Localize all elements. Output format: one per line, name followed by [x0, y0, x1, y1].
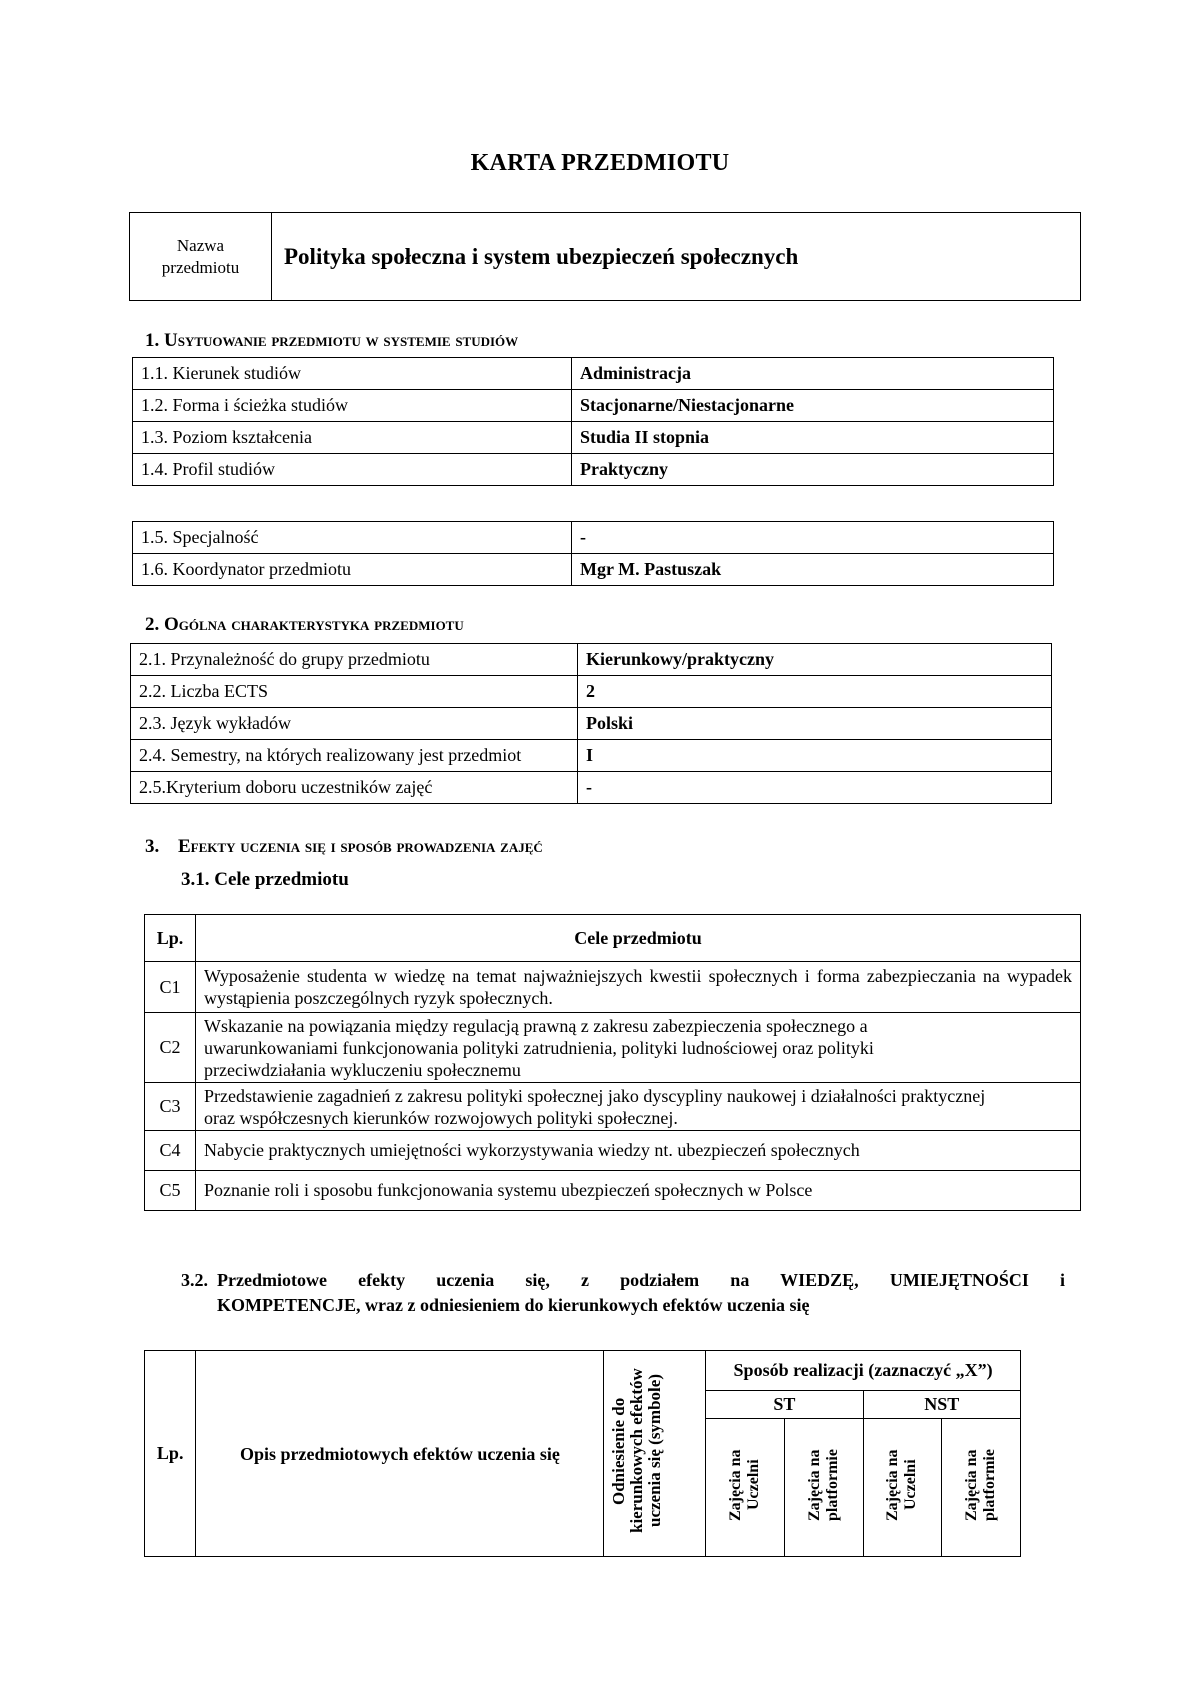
goals-header-title: Cele przedmiotu — [196, 915, 1081, 962]
effects-header-lp: Lp. — [145, 1351, 196, 1557]
section2-heading: 2. Ogólna charakterystyka przedmiotu — [145, 614, 464, 635]
page-title: KARTA PRZEDMIOTU — [470, 150, 730, 176]
table-row: C5 Poznanie roli i sposobu funkcjonowania systemu ubezpieczeń społecznych w Polsce — [145, 1171, 1081, 1211]
effects-header-st-uczelnia: Zajęcia na Uczelni — [727, 1449, 763, 1521]
effects-header-mode: Sposób realizacji (zaznaczyć „X”) — [706, 1351, 1021, 1391]
table-row: C2 Wskazanie na powiązania między regulacją prawną z zakresu zabezpieczenia społecznego a uwarunkowaniami funkcjonowania polityki zatrudnienia, polityki ludnościowej oraz polityki przeciwdziałania wykluczeniu społecznemu — [145, 1013, 1081, 1083]
section3-sub2-num: 3.2. — [181, 1270, 208, 1290]
table-row: 1.1. Kierunek studiów Administracja — [133, 358, 1054, 390]
section1-heading: 1. Usytuowanie przedmiotu w systemie studiów — [145, 330, 519, 351]
table-row: 2.3. Język wykładów Polski — [131, 708, 1052, 740]
table-row: 1.5. Specjalność - — [133, 522, 1054, 554]
table-row: C4 Nabycie praktycznych umiejętności wykorzystywania wiedzy nt. ubezpieczeń społecznych — [145, 1131, 1081, 1171]
table-row: 2.2. Liczba ECTS 2 — [131, 676, 1052, 708]
table-row: 2.4. Semestry, na których realizowany jest przedmiot I — [131, 740, 1052, 772]
subject-label: Nazwa przedmiotu — [130, 213, 272, 301]
effects-header-st-platforma: Zajęcia na platformie — [805, 1449, 841, 1521]
effects-header-st: ST — [706, 1390, 863, 1418]
effects-header-nst-uczelnia: Zajęcia na Uczelni — [884, 1449, 920, 1521]
table-row: 2.5.Kryterium doboru uczestników zajęć - — [131, 772, 1052, 804]
section3-sub2-line2: KOMPETENCJE, wraz z odniesieniem do kierunkowych efektów uczenia się — [217, 1295, 810, 1315]
goals-header-lp: Lp. — [145, 915, 196, 962]
section3-sub1: 3.1. Cele przedmiotu — [181, 869, 349, 890]
subject-table — [129, 212, 1081, 301]
section3-sub2-line1: Przedmiotowe efekty uczenia się, z podziałem na WIEDZĘ, UMIEJĘTNOŚCI i — [217, 1270, 1065, 1290]
section1-table-b — [132, 521, 1054, 586]
table-row: C3 Przedstawienie zagadnień z zakresu polityki społecznej jako dyscypliny naukowej i działalności praktycznej oraz współczesnych kierunków rozwojowych polityki społecznej. — [145, 1083, 1081, 1131]
section1-table-a — [132, 357, 1054, 486]
effects-header-nst-platforma: Zajęcia na platformie — [963, 1449, 999, 1521]
table-row: C1 Wyposażenie studenta w wiedzę na temat najważniejszych kwestii społecznych i forma zabezpieczania na wypadek wystąpienia poszczególnych ryzyk społecznych. — [145, 962, 1081, 1013]
table-row: 1.4. Profil studiów Praktyczny — [133, 454, 1054, 486]
goals-table — [144, 914, 1081, 1211]
section2-table — [130, 643, 1052, 804]
section3-heading: 3. Efekty uczenia się i sposób prowadzenia zajęć — [145, 836, 543, 857]
table-row: 1.3. Poziom kształcenia Studia II stopnia — [133, 422, 1054, 454]
effects-table — [144, 1350, 1021, 1557]
table-row: 2.1. Przynależność do grupy przedmiotu Kierunkowy/praktyczny — [131, 644, 1052, 676]
effects-header-nst: NST — [863, 1390, 1020, 1418]
effects-header-ref: Odniesienie do kierunkowych efektów uczenia się (symbole) — [608, 1368, 664, 1534]
subject-name: Polityka społeczna i system ubezpieczeń społecznych — [272, 213, 1081, 301]
effects-header-desc: Opis przedmiotowych efektów uczenia się — [196, 1351, 604, 1557]
table-row: 1.2. Forma i ścieżka studiów Stacjonarne/Niestacjonarne — [133, 390, 1054, 422]
table-row: 1.6. Koordynator przedmiotu Mgr M. Pastuszak — [133, 554, 1054, 586]
